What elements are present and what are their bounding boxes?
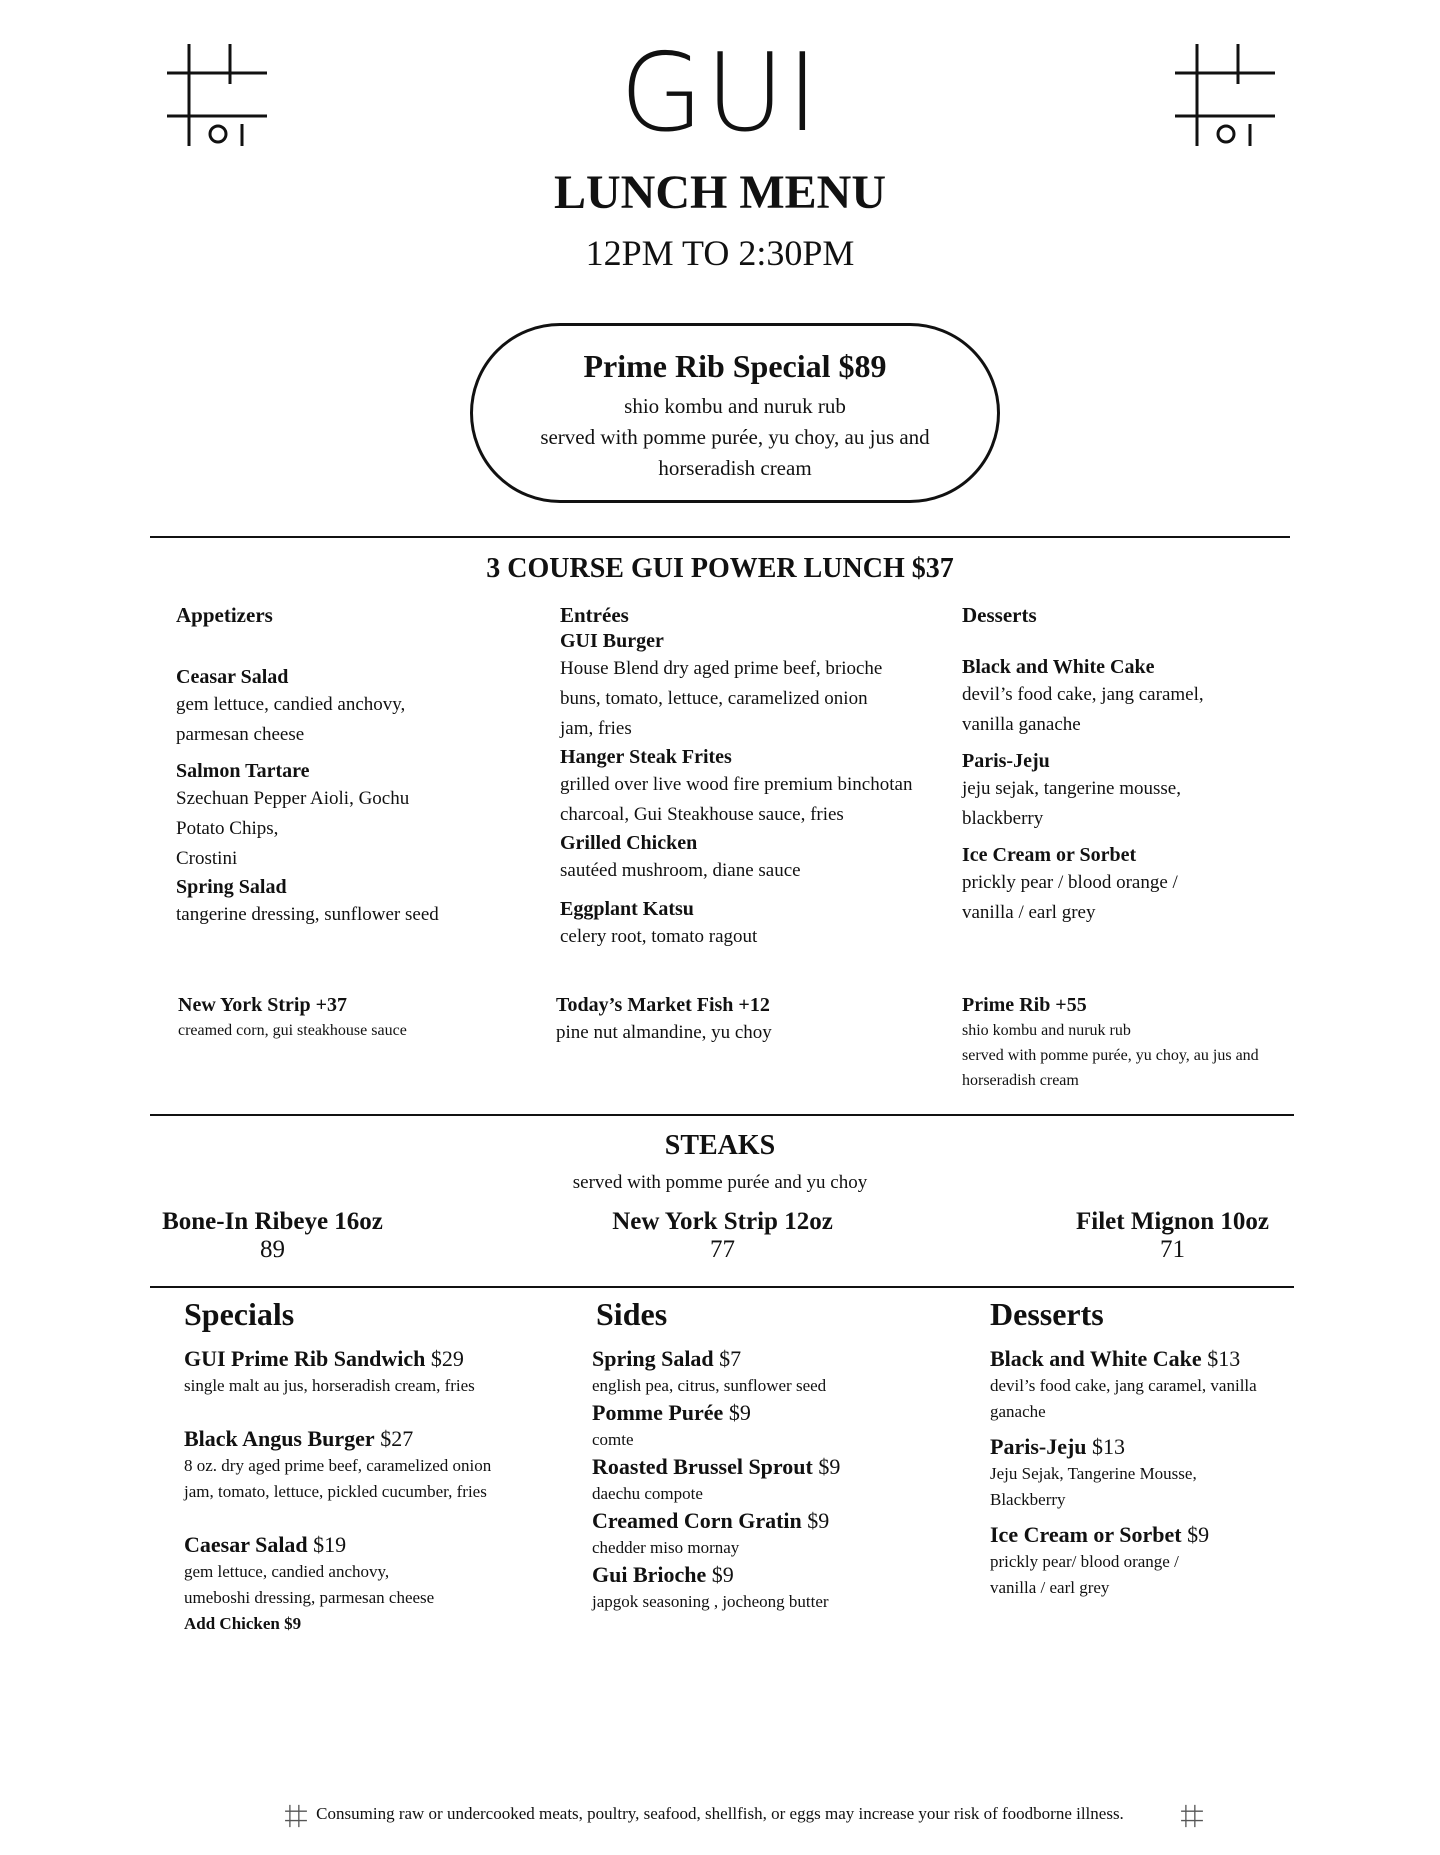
appetizer-desc: gem lettuce, candied anchovy, xyxy=(176,694,406,715)
entree-desc: celery root, tomato ragout xyxy=(560,926,758,947)
steak-name: New York Strip 12oz xyxy=(612,1208,833,1235)
steak-item xyxy=(585,1208,860,1264)
appetizers-heading: Appetizers xyxy=(176,603,273,627)
special-title: Prime Rib Special $89 xyxy=(583,348,887,384)
steak-price: 77 xyxy=(710,1236,735,1263)
dessert-item-name: Black and White Cake xyxy=(990,1346,1202,1371)
side-item-price: $9 xyxy=(818,1454,841,1479)
entree-name: GUI Burger xyxy=(560,630,664,652)
dessert-item-price: $13 xyxy=(1092,1434,1126,1459)
special-item-desc: single malt au jus, horseradish cream, fries xyxy=(184,1376,475,1395)
footer-disclaimer: Consuming raw or undercooked meats, poultry, seafood, shellfish, or eggs may increase your risk of foodborne illness. xyxy=(316,1804,1124,1823)
desserts-bottom-heading: Desserts xyxy=(990,1296,1104,1332)
entree-name: Grilled Chicken xyxy=(560,832,698,854)
upgrade-name: New York Strip +37 xyxy=(178,994,347,1016)
dessert-item-name: Paris-Jeju xyxy=(990,1434,1087,1459)
special-item-price: $27 xyxy=(380,1426,414,1451)
side-item-desc: japgok seasoning , jocheong butter xyxy=(592,1592,829,1611)
steak-price: 71 xyxy=(1160,1236,1185,1263)
footer-mark-right-icon xyxy=(1180,1803,1204,1829)
side-item-price: $9 xyxy=(711,1562,734,1587)
entree-desc: buns, tomato, lettuce, caramelized onion xyxy=(560,688,868,709)
desserts-column xyxy=(962,603,1292,928)
entree-desc: sautéed mushroom, diane sauce xyxy=(560,860,801,881)
side-item-name: Pomme Purée xyxy=(592,1400,724,1425)
appetizer-desc: Crostini xyxy=(176,848,238,869)
menu-title: LUNCH MENU xyxy=(554,166,886,219)
dessert-item-price: $9 xyxy=(1187,1522,1210,1547)
dessert-desc: blackberry xyxy=(962,808,1044,829)
power-lunch-title: 3 COURSE GUI POWER LUNCH $37 xyxy=(486,553,954,584)
entree-upgrade xyxy=(556,992,946,1048)
brand-logo: GUI xyxy=(619,31,821,156)
special-item-price: $19 xyxy=(313,1532,347,1557)
appetizer-upgrade xyxy=(178,992,538,1043)
special-item-desc: gem lettuce, candied anchovy, xyxy=(184,1562,390,1581)
dessert-item-name: Ice Cream or Sorbet xyxy=(990,1522,1182,1547)
appetizer-desc: parmesan cheese xyxy=(176,724,305,745)
dessert-item-desc: Jeju Sejak, Tangerine Mousse, xyxy=(990,1464,1197,1483)
sides-column xyxy=(592,1296,952,1615)
special-item-name: Black Angus Burger xyxy=(184,1426,375,1451)
dessert-item-desc: ganache xyxy=(990,1402,1046,1421)
dessert-item-desc: vanilla / earl grey xyxy=(990,1578,1110,1597)
special-item-desc: 8 oz. dry aged prime beef, caramelized onion xyxy=(184,1456,492,1475)
special-item-desc: umeboshi dressing, parmesan cheese xyxy=(184,1588,435,1607)
upgrade-desc: pine nut almandine, yu choy xyxy=(556,1022,772,1043)
dessert-upgrade xyxy=(962,992,1292,1093)
dessert-desc: jeju sejak, tangerine mousse, xyxy=(962,778,1181,799)
special-desc-1: shio kombu and nuruk rub xyxy=(624,394,846,418)
special-item-price: $29 xyxy=(430,1346,464,1371)
side-item-desc: comte xyxy=(592,1430,634,1449)
appetizer-desc: Potato Chips, xyxy=(176,818,279,839)
appetizer-desc: tangerine dressing, sunflower seed xyxy=(176,904,439,925)
appetizer-name: Salmon Tartare xyxy=(176,760,310,782)
dessert-name: Paris-Jeju xyxy=(962,750,1050,772)
dessert-item-desc: devil’s food cake, jang caramel, vanilla xyxy=(990,1376,1257,1395)
side-item-desc: chedder miso mornay xyxy=(592,1538,740,1557)
entree-name: Hanger Steak Frites xyxy=(560,746,732,768)
specials-heading: Specials xyxy=(184,1296,295,1332)
appetizer-name: Ceasar Salad xyxy=(176,666,289,688)
upgrade-name: Prime Rib +55 xyxy=(962,994,1087,1016)
entree-desc: charcoal, Gui Steakhouse sauce, fries xyxy=(560,804,844,825)
dessert-item-desc: prickly pear/ blood orange / xyxy=(990,1552,1179,1571)
side-item-name: Roasted Brussel Sprout xyxy=(592,1454,813,1479)
side-item-name: Creamed Corn Gratin xyxy=(592,1508,802,1533)
appetizer-name: Spring Salad xyxy=(176,876,287,898)
entree-desc: jam, fries xyxy=(560,718,632,739)
desserts-heading: Desserts xyxy=(962,603,1037,627)
specials-column xyxy=(184,1296,544,1637)
side-item-price: $7 xyxy=(719,1346,742,1371)
side-item-price: $9 xyxy=(807,1508,830,1533)
divider xyxy=(150,1114,1294,1116)
dessert-desc: prickly pear / blood orange / xyxy=(962,872,1178,893)
special-item-name: GUI Prime Rib Sandwich xyxy=(184,1346,426,1371)
appetizers-column xyxy=(176,603,536,930)
steak-item xyxy=(1035,1208,1310,1264)
entree-name: Eggplant Katsu xyxy=(560,898,694,920)
side-item-desc: english pea, citrus, sunflower seed xyxy=(592,1376,827,1395)
dessert-item-desc: Blackberry xyxy=(990,1490,1066,1509)
upgrade-desc: horseradish cream xyxy=(962,1072,1079,1089)
prime-rib-special-box xyxy=(470,323,1000,503)
menu-hours: 12PM TO 2:30PM xyxy=(585,233,855,273)
special-desc-2: served with pomme purée, yu choy, au jus and xyxy=(540,425,930,449)
entrees-column xyxy=(560,603,950,952)
dessert-item-price: $13 xyxy=(1207,1346,1241,1371)
steaks-subtitle: served with pomme purée and yu choy xyxy=(572,1172,868,1193)
special-item-addon: Add Chicken $9 xyxy=(184,1614,302,1633)
dessert-desc: devil’s food cake, jang caramel, xyxy=(962,684,1204,705)
upgrade-desc: creamed corn, gui steakhouse sauce xyxy=(178,1022,407,1039)
upgrade-desc: shio kombu and nuruk rub xyxy=(962,1022,1131,1039)
steak-name: Bone-In Ribeye 16oz xyxy=(162,1208,383,1235)
side-item-price: $9 xyxy=(728,1400,751,1425)
special-item-name: Caesar Salad xyxy=(184,1532,308,1557)
dessert-desc: vanilla / earl grey xyxy=(962,902,1096,923)
upgrade-name: Today’s Market Fish +12 xyxy=(556,994,770,1016)
steaks-title: STEAKS xyxy=(664,1130,776,1161)
entree-desc: House Blend dry aged prime beef, brioche xyxy=(560,658,883,679)
steak-price: 89 xyxy=(260,1236,285,1263)
sides-heading: Sides xyxy=(596,1296,668,1332)
dessert-desc: vanilla ganache xyxy=(962,714,1081,735)
dessert-name: Black and White Cake xyxy=(962,656,1155,678)
upgrade-desc: served with pomme purée, yu choy, au jus and xyxy=(962,1047,1259,1064)
divider xyxy=(150,536,1290,538)
entree-desc: grilled over live wood fire premium binchotan xyxy=(560,774,913,795)
special-desc-3: horseradish cream xyxy=(658,456,812,480)
appetizer-desc: Szechuan Pepper Aioli, Gochu xyxy=(176,788,410,809)
special-item-desc: jam, tomato, lettuce, pickled cucumber, fries xyxy=(184,1482,487,1501)
steak-item xyxy=(140,1208,405,1264)
side-item-name: Gui Brioche xyxy=(592,1562,707,1587)
side-item-name: Spring Salad xyxy=(592,1346,714,1371)
entrees-heading: Entrées xyxy=(560,603,629,627)
divider xyxy=(150,1286,1294,1288)
desserts-bottom-column xyxy=(990,1296,1290,1601)
dessert-name: Ice Cream or Sorbet xyxy=(962,844,1137,866)
side-item-desc: daechu compote xyxy=(592,1484,703,1503)
steak-name: Filet Mignon 10oz xyxy=(1075,1208,1270,1235)
